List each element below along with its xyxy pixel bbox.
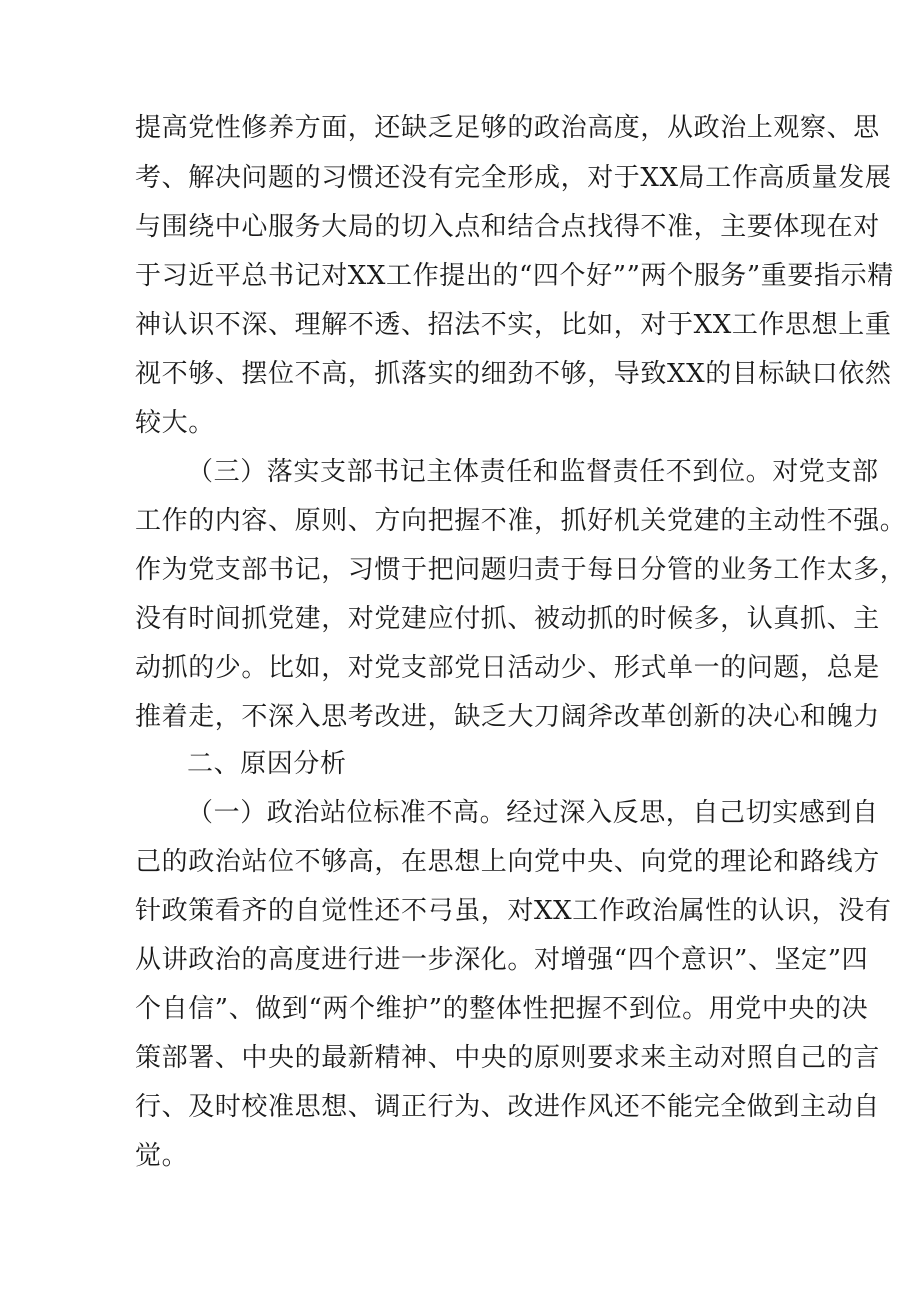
text-line: 提高党性修养方面，还缺乏足够的政治高度，从政治上观察、思 [135,113,880,143]
text-line: 针政策看齐的自觉性还不弓虽，对XX工作政治属性的认识，没有 [135,896,892,926]
text-line: 较大。 [135,408,215,438]
text-line: 作为党支部书记，习惯于把问题归责于每日分管的业务工作太多， [135,555,907,585]
text-line: 行、及时校准思想、调正行为、改进作风还不能完全做到主动自 [135,1092,880,1122]
text-line: 没有时间抓党建，对党建应付抓、被动抓的时候多，认真抓、主 [135,604,880,634]
text-line: 推着走，不深入思考改进，缺乏大刀阔斧改革创新的决心和魄力 [135,702,880,732]
text-line: （一）政治站位标准不高。经过深入反思，自己切实感到自 [187,798,879,828]
text-line: 个自信”、做到“两个维护”的整体性把握不到位。用党中央的决 [135,994,869,1024]
text-line: 视不够、摆位不高，抓落实的细劲不够，导致XX的目标缺口依然 [135,359,892,389]
text-line: 己的政治站位不够高，在思想上向党中央、向党的理论和路线方 [135,847,880,877]
section-heading: 二、原因分析 [187,749,347,779]
text-line: （三）落实支部书记主体责任和监督责任不到位。对党支部 [187,457,879,487]
text-line: 策部署、中央的最新精神、中央的原则要求来主动对照自己的言 [135,1043,880,1073]
text-line: 考、解决问题的习惯还没有完全形成，对于XX局工作高质量发展 [135,163,892,193]
text-line: 于习近平总书记对XX工作提出的“四个好””两个服务”重要指示精 [135,261,894,291]
text-line: 神认识不深、理解不透、招法不实，比如，对于XX工作思想上重 [135,310,892,340]
text-line: 觉。 [135,1141,189,1171]
text-line: 与围绕中心服务大局的切入点和结合点找得不准，主要体现在对 [135,212,880,242]
text-line: 从讲政治的高度进行进一步深化。对增强“四个意识”、坚定”四 [135,945,869,975]
text-line: 动抓的少。比如，对党支部党日活动少、形式单一的问题，总是 [135,653,880,683]
text-line: 工作的内容、原则、方向把握不准，抓好机关党建的主动性不强。 [135,506,907,536]
